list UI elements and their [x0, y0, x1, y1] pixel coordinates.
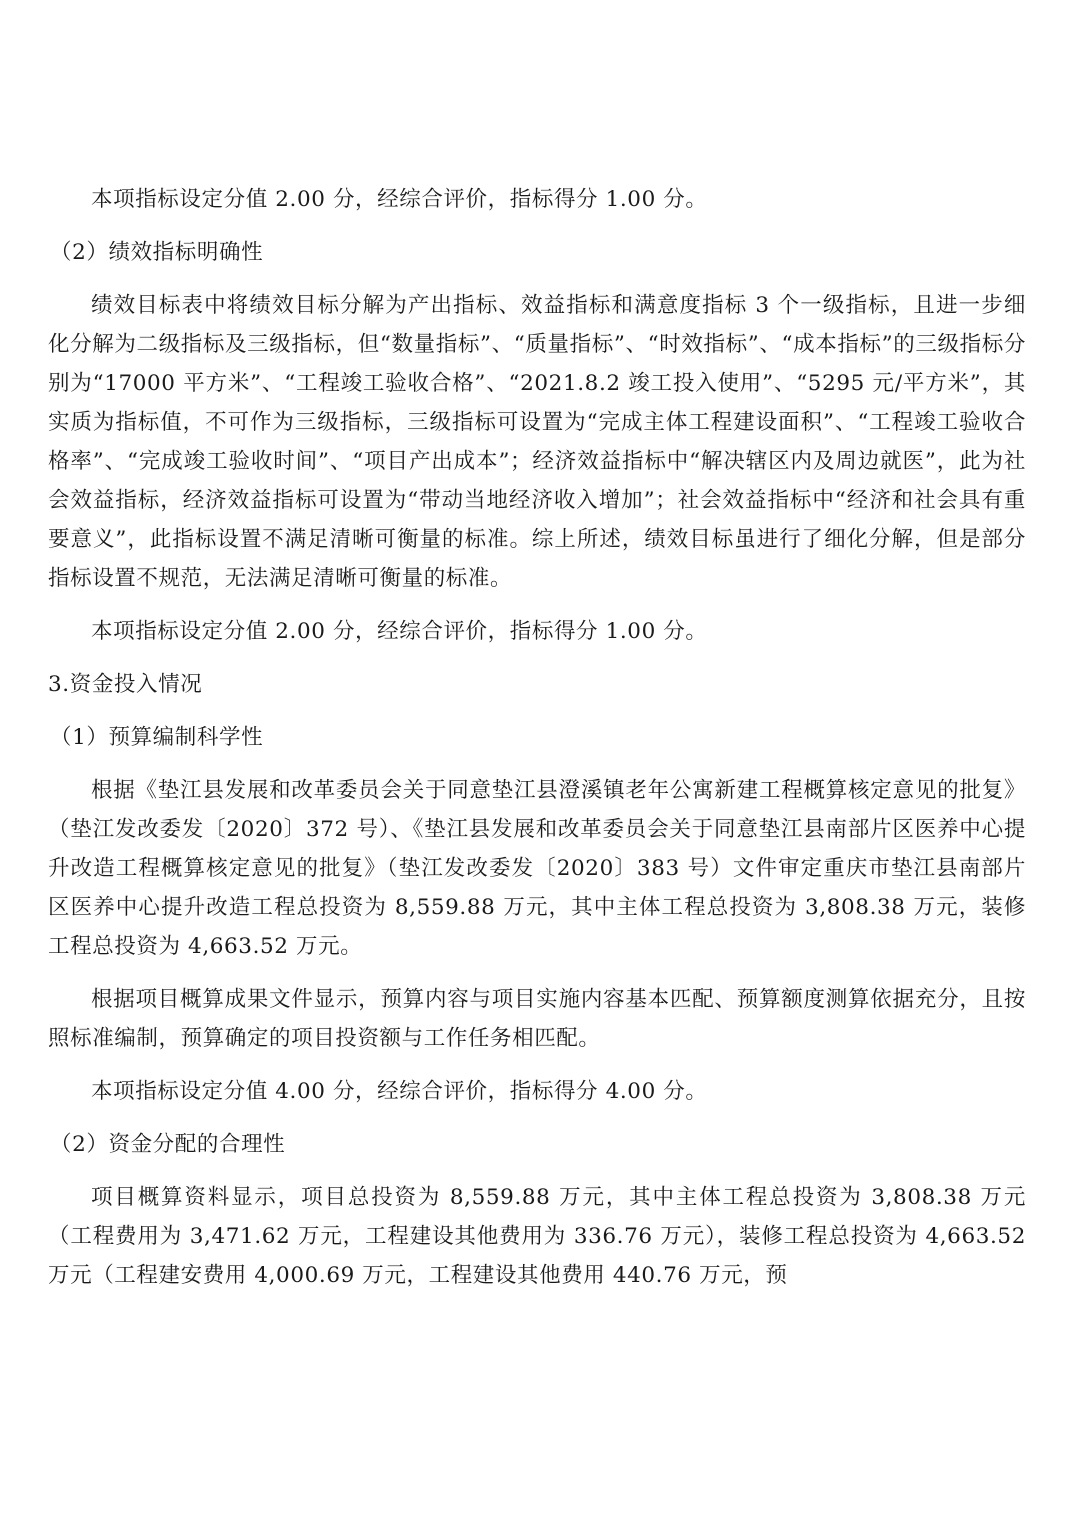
document-body [48, 180, 1026, 1309]
heading-fund-input: 3.资金投入情况 [48, 672, 203, 697]
paragraph-budget-basis: 根据《垫江县发展和改革委员会关于同意垫江县澄溪镇老年公寓新建工程概算核定意见的批复》（垫江发改委发〔2020〕372 号）、《垫江县发展和改革委员会关于同意垫江县南部片区医养中心提升改造工程概算核定意见的批复》（垫江发改委发〔2020〕383 号）文件审定重庆市垫江县南部片区医养中心提升改造工程总投资为 8,559.88 万元，其中主体工程总投资为 3,808.38 万元，装修工程总投资为 4,663.52 万元。 [48, 778, 1026, 959]
paragraph-indicator-analysis: 绩效目标表中将绩效目标分解为产出指标、效益指标和满意度指标 3 个一级指标，且进一步细化分解为二级指标及三级指标，但“数量指标”、“质量指标”、“时效指标”、“成本指标”的三级指标分别为“17000 平方米”、“工程竣工验收合格”、“2021.8.2 竣工投入使用”、“5295 元/平方米”，其实质为指标值，不可作为三级指标，三级指标可设置为“完成主体工程建设面积”、“工程竣工验收合格率”、“完成竣工验收时间”、“项目产出成本”；经济效益指标中“解决辖区内及周边就医”，此为社会效益指标，经济效益指标可设置为“带动当地经济收入增加”；社会效益指标中“经济和社会具有重要意义”，此指标设置不满足清晰可衡量的标准。综上所述，绩效目标虽进行了细化分解，但是部分指标设置不规范，无法满足清晰可衡量的标准。 [48, 293, 1026, 591]
paragraph-fund-allocation: 项目概算资料显示，项目总投资为 8,559.88 万元，其中主体工程总投资为 3,808.38 万元（工程费用为 3,471.62 万元，工程建设其他费用为 336.76 万元），装修工程总投资为 4,663.52 万元（工程建安费用 4,000.69 万元，工程建设其他费用 440.76 万元，预 [48, 1185, 1026, 1288]
heading-performance-indicator-clarity: （2）绩效指标明确性 [50, 240, 264, 265]
paragraph-score-1: 本项指标设定分值 2.00 分，经综合评价，指标得分 1.00 分。 [91, 187, 708, 212]
paragraph-score-2: 本项指标设定分值 2.00 分，经综合评价，指标得分 1.00 分。 [91, 619, 708, 644]
heading-fund-allocation: （2）资金分配的合理性 [50, 1132, 286, 1157]
paragraph-score-3: 本项指标设定分值 4.00 分，经综合评价，指标得分 4.00 分。 [91, 1079, 708, 1104]
heading-budget-scientific: （1）预算编制科学性 [50, 725, 264, 750]
paragraph-budget-match: 根据项目概算成果文件显示，预算内容与项目实施内容基本匹配、预算额度测算依据充分，且按照标准编制，预算确定的项目投资额与工作任务相匹配。 [48, 987, 1026, 1051]
